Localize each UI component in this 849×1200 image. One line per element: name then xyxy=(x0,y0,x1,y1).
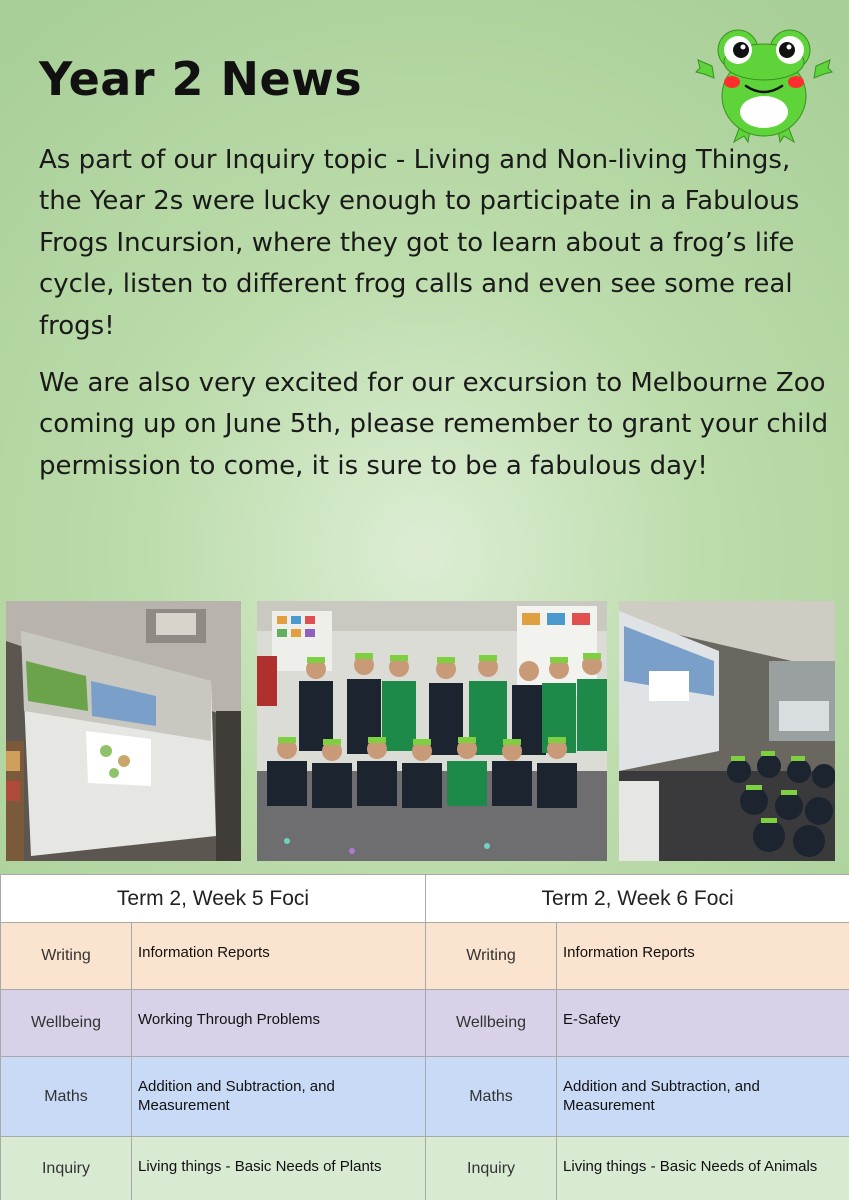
table-row xyxy=(1,1057,849,1137)
focus-cell: Addition and Subtraction, and Measurement xyxy=(557,1057,849,1137)
weekly-foci-table xyxy=(0,874,849,1200)
focus-cell: Information Reports xyxy=(132,923,426,990)
focus-cell: E-Safety xyxy=(557,990,849,1057)
subject-cell: Maths xyxy=(1,1057,132,1137)
page-title: Year 2 News xyxy=(39,52,363,106)
subject-cell: Maths xyxy=(426,1057,557,1137)
focus-cell: Information Reports xyxy=(557,923,849,990)
classroom-seated-photo xyxy=(619,601,835,861)
focus-cell: Addition and Subtraction, and Measurement xyxy=(132,1057,426,1137)
subject-cell: Wellbeing xyxy=(1,990,132,1057)
subject-cell: Writing xyxy=(426,923,557,990)
subject-cell: Wellbeing xyxy=(426,990,557,1057)
intro-paragraph: As part of our Inquiry topic - Living and Non-living Things, the Year 2s were lucky enough to participate in a Fabulous Frogs Incursion, where they got to learn about a frog’s life cycle, listen to different frog calls and even see some real frogs! xyxy=(39,145,800,341)
table-row xyxy=(1,1137,849,1200)
focus-cell: Working Through Problems xyxy=(132,990,426,1057)
focus-cell: Living things - Basic Needs of Animals xyxy=(557,1137,849,1200)
class-group-photo xyxy=(257,601,607,861)
week6-header: Term 2, Week 6 Foci xyxy=(426,875,849,923)
frog-mascot-icon xyxy=(694,26,834,146)
excursion-paragraph: We are also very excited for our excursion to Melbourne Zoo coming up on June 5th, please remember to grant your child permission to come, it is sure to be a fabulous day! xyxy=(39,368,829,481)
table-row xyxy=(1,923,849,990)
subject-cell: Inquiry xyxy=(1,1137,132,1200)
subject-cell: Writing xyxy=(1,923,132,990)
subject-cell: Inquiry xyxy=(426,1137,557,1200)
classroom-screen-photo xyxy=(6,601,241,861)
week5-header: Term 2, Week 5 Foci xyxy=(1,875,426,923)
table-row xyxy=(1,990,849,1057)
focus-cell: Living things - Basic Needs of Plants xyxy=(132,1137,426,1200)
